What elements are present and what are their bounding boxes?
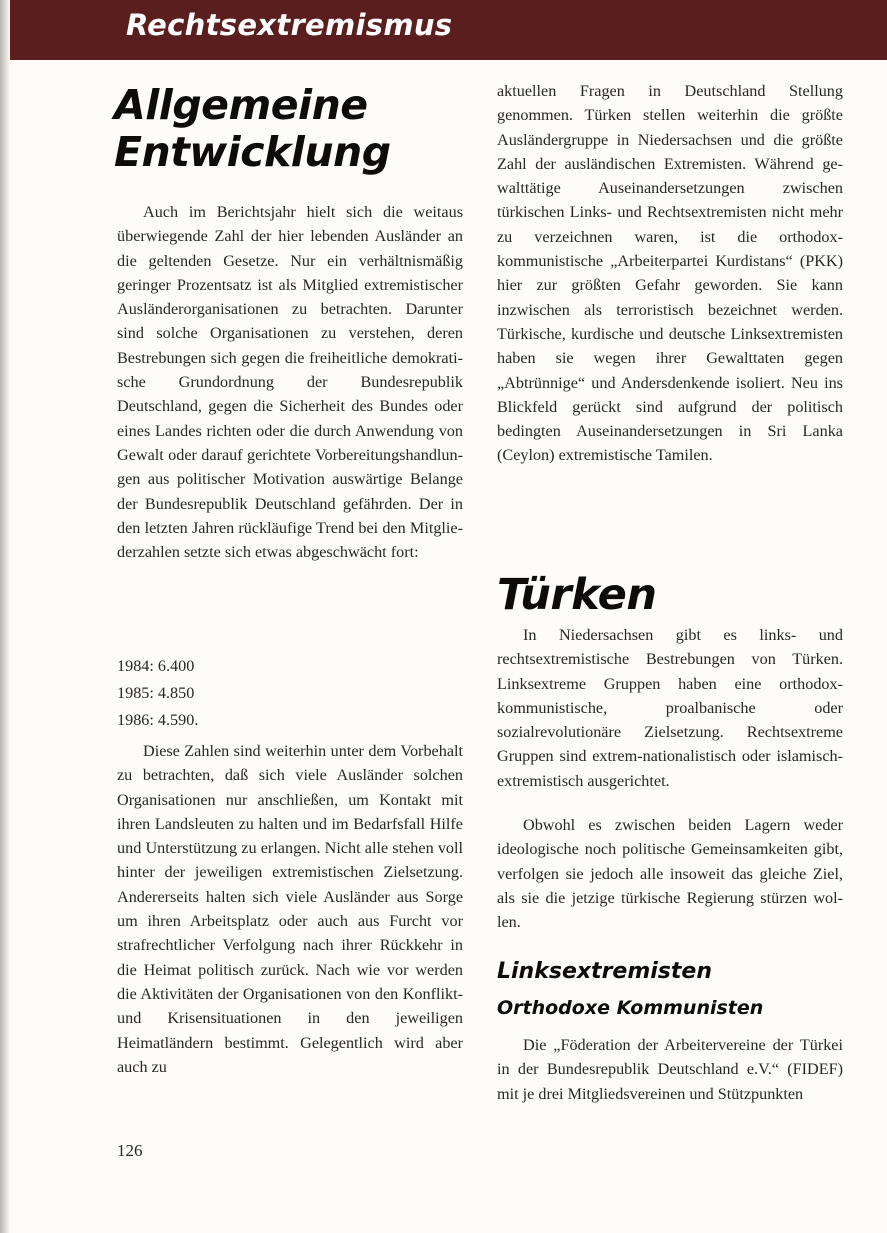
right-paragraph-4: Die „Föderation der Arbeitervereine der Türkei in der Bundesrepublik Deutschland e.V.“ (FIDEF) mit je drei Mitgliedsvereinen und Stützpunkten <box>497 1036 843 1103</box>
page-number: 126 <box>117 1141 143 1160</box>
right-paragraph-1: aktuellen Fragen in Deutschland Stellung genommen. Türken stellen weiterhin die größte Ausländergruppe in Niedersachsen und die größte Zahl der ausländischen Extremisten. Während gewalttätige Auseinandersetzungen zwischen türkischen Links- und Rechtsextremisten nicht mehr zu verzeichnen waren, ist die orthodox-kommunistische „Arbeiterpartei Kurdistans“ (PKK) hier zur größten Gefahr geworden. Sie kann inzwischen als terroristisch bezeichnet werden. Türkische, kurdische und deutsche Linksextremisten haben sie wegen ihrer Gewalttaten gegen „Abtrünnige“ und Andersdenkende isoliert. Neu ins Blickfeld gerückt sind aufgrund der politisch bedingten Auseinandersetzungen in Sri Lanka (Ceylon) extremistische Tamilen. <box>497 82 843 465</box>
page-binding-shadow <box>0 0 10 1233</box>
chapter-header-bar <box>10 0 887 60</box>
subheading-linksextremisten: Linksextremisten <box>497 959 713 984</box>
stat-1986: 1986: 4.590. <box>117 711 199 729</box>
right-paragraph-3: Obwohl es zwischen beiden Lagern weder ideologische noch politische Gemeinsamkeiten gibt, verfolgen sie jedoch alle insoweit das gleiche Ziel, als sie die jetzige türkische Regierung stürzen wollen. <box>497 816 843 932</box>
right-paragraph-2: In Niedersachsen gibt es links- und rechtsextremistische Bestrebungen von Türken. Linksextreme Gruppen haben eine orthodox-kommunistische, proalbanische oder sozialrevolutionäre Zielsetzung. Rechtsextreme Gruppen sind extrem-nationalistisch oder islamisch-extremistisch ausgerichtet. <box>497 626 843 790</box>
article-heading: Allgemeine Entwicklung <box>114 81 391 176</box>
subheading-orthodoxe-kommunisten: Orthodoxe Kommunisten <box>497 997 764 1019</box>
left-paragraph-1: Auch im Berichtsjahr hielt sich die weitaus überwiegende Zahl der hier lebenden Ausländer an die geltenden Gesetze. Nur ein verhältnismäßig geringer Prozentsatz ist als Mitglied extremistischer Ausländerorganisationen zu betrachten. Darunter sind solche Organisationen zu verstehen, deren Bestrebungen sich gegen die freiheitliche demokratische Grundordnung der Bundesrepublik Deutschland, gegen die Sicherheit des Bundes oder eines Landes richten oder die durch Anwendung von Gewalt oder darauf gerichtete Vorbereitungshandlungen aus politischer Motivation auswärtige Belange der Bundesrepublik Deutschland gefährden. Der in den letzten Jahren rückläufige Trend bei den Mitgliederzahlen setzte sich etwas abgeschwächt fort: <box>117 203 463 562</box>
stat-1984: 1984: 6.400 <box>117 657 195 675</box>
left-paragraph-2: Diese Zahlen sind weiterhin unter dem Vorbehalt zu betrachten, daß sich viele Ausländer solchen Organisationen nur anschließen, um Kontakt mit ihren Landsleuten zu halten und im Bedarfsfall Hilfe und Unterstützung zu erlangen. Nicht alle stehen voll hinter der jeweiligen extremistischen Zielsetzung. Andererseits halten sich viele Ausländer aus Sorge um ihren Arbeitsplatz oder auch aus Furcht vor strafrechtlicher Verfolgung nach ihrer Rückkehr in die Heimat politisch zurück. Nach wie vor werden die Aktivitäten der Organisationen von den Konflikt- und Krisensituationen in den jeweiligen Heimatländern bestimmt. Gelegentlich wird aber auch zu <box>117 742 463 1076</box>
stat-1985: 1985: 4.850 <box>117 684 195 702</box>
section-heading-tuerken: Türken <box>497 570 657 620</box>
chapter-title: Rechtsextremismus <box>126 8 453 42</box>
membership-stats <box>117 653 317 734</box>
